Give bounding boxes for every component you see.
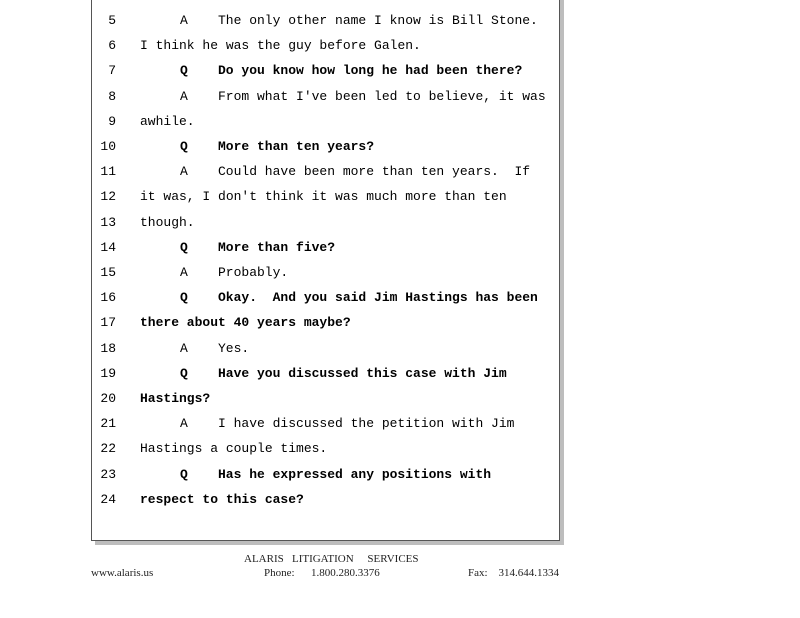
speaker-label: A: [180, 164, 188, 180]
transcript-line: [92, 213, 559, 233]
line-text: respect to this case?: [140, 491, 304, 507]
line-number: 24: [100, 491, 116, 507]
line-number: 18: [100, 340, 116, 356]
line-number: 9: [108, 113, 116, 129]
transcript-line: [92, 11, 559, 31]
line-number: 15: [100, 265, 116, 280]
transcript-line: [92, 36, 559, 56]
line-number: 11: [100, 164, 116, 180]
line-text: I think he was the guy before Galen.: [140, 38, 421, 54]
line-text: I have discussed the petition with Jim: [218, 416, 515, 432]
speaker-label: Q: [180, 365, 188, 381]
footer-website[interactable]: www.alaris.us: [91, 567, 154, 579]
line-text: More than ten years?: [218, 139, 375, 154]
line-number: 19: [100, 365, 116, 381]
cutoff-line: [140, 0, 429, 2]
transcript-line: [92, 137, 559, 157]
line-text: More than five?: [218, 239, 336, 255]
line-text: Hastings a couple times.: [140, 441, 328, 457]
line-text: Have you discussed this case with Jim: [218, 365, 507, 381]
footer-phone: Phone: 1.800.280.3376: [264, 567, 380, 579]
transcript-line: [92, 490, 559, 510]
line-text: The only other name I know is Bill Stone.: [218, 13, 538, 28]
transcript-line: [92, 288, 559, 308]
line-number: 17: [100, 315, 116, 331]
line-text: Has he expressed any positions with: [218, 466, 492, 482]
transcript-line: [92, 61, 559, 81]
speaker-label: Q: [180, 290, 188, 306]
line-text: Could have been more than ten years. If: [218, 164, 531, 180]
line-number: 6: [108, 38, 116, 54]
transcript-line: [92, 439, 559, 459]
line-number: 16: [100, 290, 116, 306]
line-number: 8: [108, 88, 116, 104]
speaker-label: Q: [180, 63, 188, 79]
transcript-line: [92, 238, 559, 258]
line-number: 22: [100, 441, 116, 457]
transcript-line: [92, 263, 559, 283]
transcript-line: [92, 414, 559, 434]
line-text: Probably.: [218, 265, 289, 280]
line-number: 10: [100, 139, 116, 154]
footer-fax: Fax: 314.644.1334: [468, 567, 560, 579]
line-text: there about 40 years maybe?: [140, 315, 351, 331]
speaker-label: A: [180, 13, 188, 28]
line-text: From what I've been led to believe, it was: [218, 88, 546, 104]
transcript-line: [92, 389, 559, 409]
line-text: Okay. And you said Jim Hastings has been: [218, 290, 538, 306]
transcript-line: [92, 364, 559, 384]
line-number: 20: [100, 391, 116, 406]
line-number: 5: [108, 13, 116, 28]
transcript-line: [92, 162, 559, 182]
line-text: Do you know how long he had been there?: [218, 63, 523, 79]
line-number: 14: [100, 239, 116, 255]
transcript-body: [92, 0, 559, 540]
line-number: 23: [100, 466, 116, 482]
speaker-label: Q: [180, 466, 188, 482]
speaker-label: A: [180, 88, 188, 104]
transcript-line: [92, 187, 559, 207]
transcript-line: [92, 313, 559, 333]
line-text: it was, I don't think it was much more than ten: [140, 189, 507, 205]
transcript-line: [92, 465, 559, 485]
line-number: 13: [100, 214, 116, 230]
speaker-label: A: [180, 416, 188, 432]
transcript-line: [92, 339, 559, 359]
footer-company: ALARIS LITIGATION SERVICES: [244, 553, 419, 565]
speaker-label: Q: [180, 139, 188, 154]
line-text: though.: [140, 214, 195, 230]
speaker-label: A: [180, 265, 188, 280]
transcript-line: [92, 87, 559, 107]
line-number: 12: [100, 189, 116, 205]
line-number: 7: [108, 63, 116, 79]
line-text: awhile.: [140, 113, 195, 129]
line-number: 21: [100, 416, 116, 432]
speaker-label: A: [180, 340, 188, 356]
speaker-label: Q: [180, 239, 188, 255]
line-text: Yes.: [218, 340, 250, 356]
transcript-page: [91, 0, 560, 541]
line-text: Hastings?: [140, 391, 211, 406]
transcript-line: [92, 112, 559, 132]
